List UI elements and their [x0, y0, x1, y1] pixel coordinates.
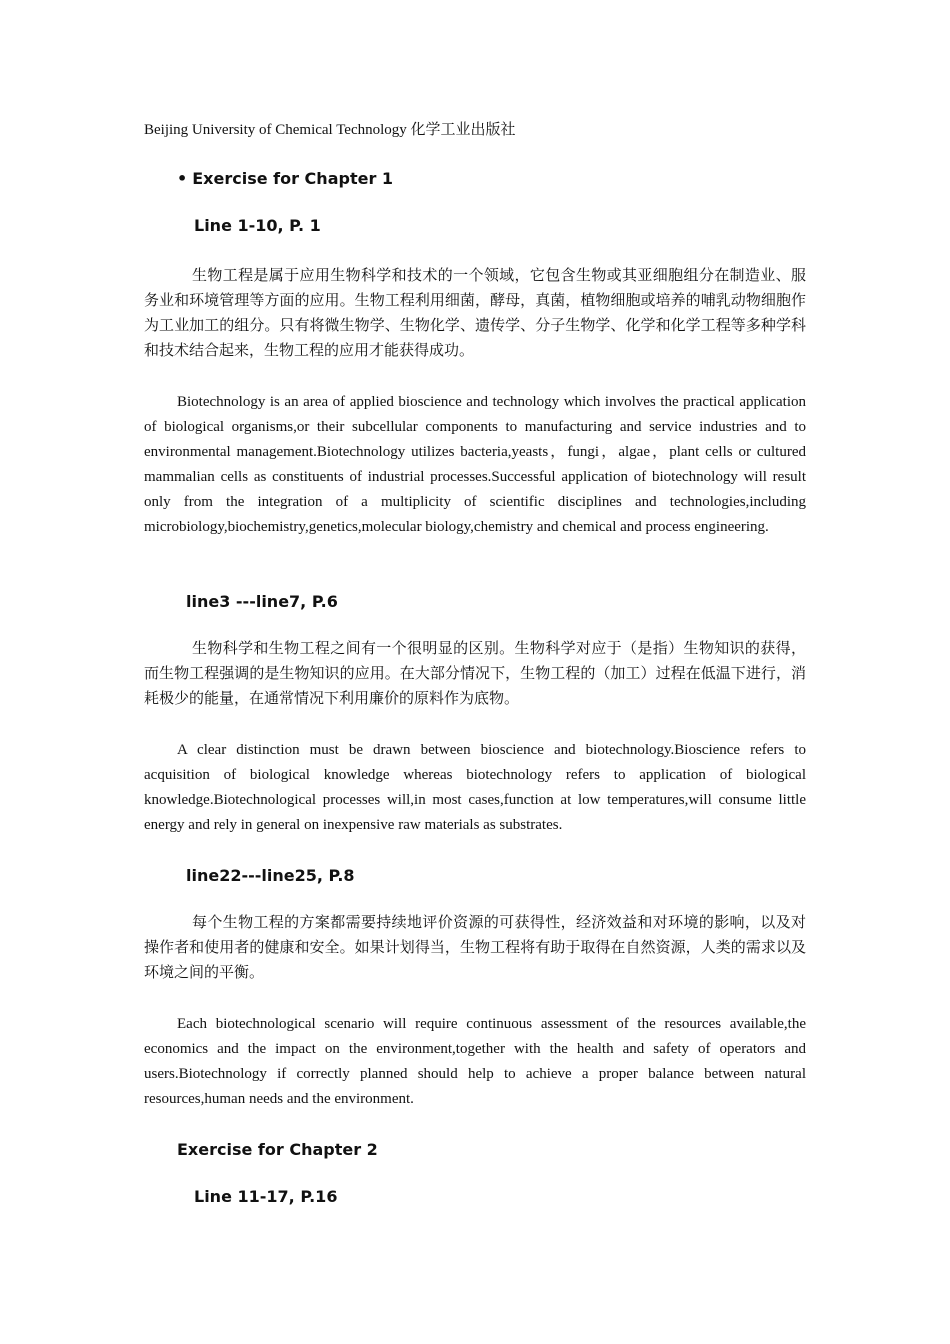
chinese-paragraph-1: 生物工程是属于应用生物科学和技术的一个领域，它包含生物或其亚细胞组分在制造业、服务业和环境管理等方面的应用。生物工程利用细菌，酵母，真菌，植物细胞或培养的哺乳动物细胞作为工业加工的组分。只有将微生物学、生物化学、遗传学、分子生物学、化学和化学工程等多种学科和技术结合起来，生物工程的应用才能获得成功。 — [144, 266, 806, 359]
english-paragraph-1: Biotechnology is an area of applied bioscience and technology which involves the practical application of biological organisms,or their subcellular components to manufacturing and service industries and to environmental management.Biotechnology utilizes bacteria,yeasts，fungi，algae，plant cells or cultured mammalian cells as constituents of industrial processes.Successful application of biotechnology will result only from the integration of a multiplicity of scientific disciplines and technologies,including microbiology,biochemistry,genetics,molecular biology,chemistry and chemical and process engineering. — [144, 394, 806, 535]
chinese-paragraph-3: 每个生物工程的方案都需要持续地评价资源的可获得性，经济效益和对环境的影响，以及对操作者和使用者的健康和安全。如果计划得当，生物工程将有助于取得在自然资源，人类的需求以及环境之间的平衡。 — [144, 913, 806, 981]
section-heading-1: Line 1-10, P. 1 — [194, 216, 321, 235]
document-header: Beijing University of Chemical Technology 化学工业出版社 — [144, 122, 516, 138]
section-heading-3: line22---line25, P.8 — [186, 866, 355, 885]
chapter-1-heading — [177, 169, 393, 188]
section-heading-2: line3 ---line7, P.6 — [186, 592, 338, 611]
section-heading-4: Line 11-17, P.16 — [194, 1187, 338, 1206]
english-paragraph-2: A clear distinction must be drawn between bioscience and biotechnology.Bioscience refers to acquisition of biological knowledge whereas biotechnology refers to application of biological knowledge.Biotechnological processes will,in most cases,function at low temperatures,will consume little energy and rely in general on inexpensive raw materials as substrates. — [144, 742, 806, 833]
bullet-icon: • — [177, 169, 188, 188]
chinese-paragraph-2: 生物科学和生物工程之间有一个很明显的区别。生物科学对应于（是指）生物知识的获得，而生物工程强调的是生物知识的应用。在大部分情况下，生物工程的（加工）过程在低温下进行，消耗极少的能量，在通常情况下利用廉价的原料作为底物。 — [144, 639, 806, 707]
chapter-1-heading-text: Exercise for Chapter 1 — [192, 169, 394, 188]
english-paragraph-3: Each biotechnological scenario will require continuous assessment of the resources available,the economics and the impact on the environment,together with the health and safety of operators and users.Biotechnology if correctly planned should help to achieve a proper balance between natural resources,human needs and the environment. — [144, 1016, 806, 1107]
chapter-2-heading: Exercise for Chapter 2 — [177, 1140, 378, 1159]
